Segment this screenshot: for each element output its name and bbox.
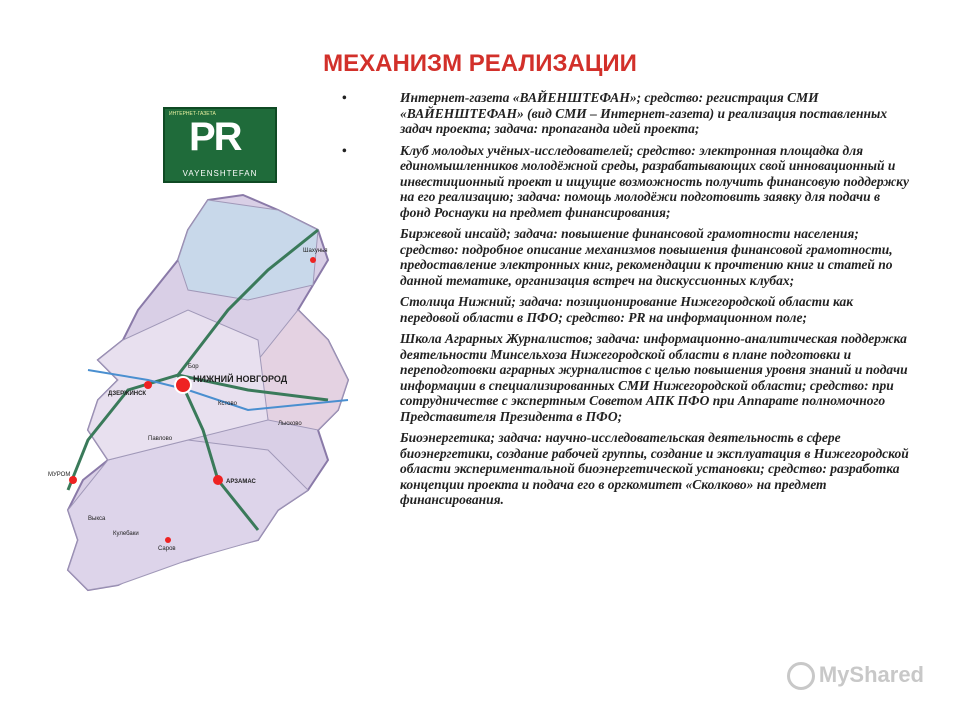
watermark-text: MyShared [818,661,924,687]
label-kstovo: Кстово [218,401,237,407]
list-item [330,331,910,424]
list-item [330,143,910,221]
pr-logo [163,107,277,183]
bullet-list [330,90,910,514]
bullet-marker: • [342,90,347,105]
watermark [787,662,924,690]
logo-pr-text: PR [189,115,241,159]
page-title: МЕХАНИЗМ РЕАЛИЗАЦИИ [323,50,637,77]
region-area-north [178,200,318,300]
list-item [330,90,910,137]
label-vyksa: Выкса [88,516,106,522]
label-nn-1: НИЖНИЙ НОВГОРОД [193,374,288,384]
list-item-text: Интернет-газета «ВАЙЕНШТЕФАН»; средство: регистрация СМИ «ВАЙЕНШТЕФАН» (вид СМИ – Интернет-газета) и реализация поставленных задач проекта; задача: пропаганда идей проекта; [400,90,888,136]
logo-tagline: ИНТЕРНЕТ-ГАЗЕТА [169,111,216,117]
list-item-text: Школа Аграрных Журналистов; задача: информационно-аналитическая поддержка деятельности Минсельхоза Нижегородской области в плане подготовки и переподготовки аграрных журналистов с целью повышения уровня знаний и подачи информации в специализированных СМИ Нижегородской области; средство: при сотрудничестве с экспертным Советом АПК ПФО при Аппарате полномочного Представителя Президента в ПФО; [400,331,908,424]
list-item-text: Биржевой инсайд; задача: повышение финансовой грамотности населения; средство: подробное описание механизмов повышения финансовой грамотности, предоставление электронных книг, рекомендации к прочтению книг и статей по данной тематике, организация встреч на дискуссионных клубах; [400,226,893,288]
label-kulebaki: Кулебаки [113,531,139,537]
label-murom: МУРОМ [48,472,71,478]
city-marker-arzamas [213,475,223,485]
list-item-text: Биоэнергетика; задача: научно-исследовательская деятельность в сфере биоэнергетики, создание рабочей группы, создание и эксплуатация в Нижегородской области экспериментальной биоэнергетической установки; средство: разработка концепции проекта и подача его в оргкомитет «Сколково» на предмет финансирования. [400,430,909,507]
label-sarov: Саров [158,546,176,552]
label-pavlovo: Павлово [148,436,173,442]
label-dzerzhinsk: ДЗЕРЖИНСК [108,391,147,397]
list-item [330,430,910,508]
label-shakhunya: Шахунья [303,248,328,254]
list-item-text: Столица Нижний; задача: позиционирование Нижегородской области как передовой области в ПФО; средство: PR на информационном поле; [400,294,854,325]
city-marker-nn [175,377,191,393]
label-arzamas: АРЗАМАС [226,479,256,485]
city-marker-sarov [165,537,171,543]
bullet-marker: • [342,142,347,158]
city-marker-dzerzhinsk [144,381,152,389]
watermark-logo-icon [787,662,815,690]
label-lyskovo: Лысково [278,421,302,427]
label-bor: Бор [188,364,199,370]
list-item [330,294,910,325]
logo-brand: VAYENSHTEFAN [182,169,258,178]
city-marker-shakhunya [310,257,316,263]
list-item-text: Клуб молодых учёных-исследователей; средство: электронная площадка для единомышленников молодёжной среды, разрабатывающих свой инновационный и инвестиционный проект и ищущие возможность получить финансовую поддержку на его реализацию; задача: помощь молодёжи подготовить заявку для подачи в фонд Роснауки на предмет финансирования; [400,142,909,220]
list-item [330,226,910,288]
